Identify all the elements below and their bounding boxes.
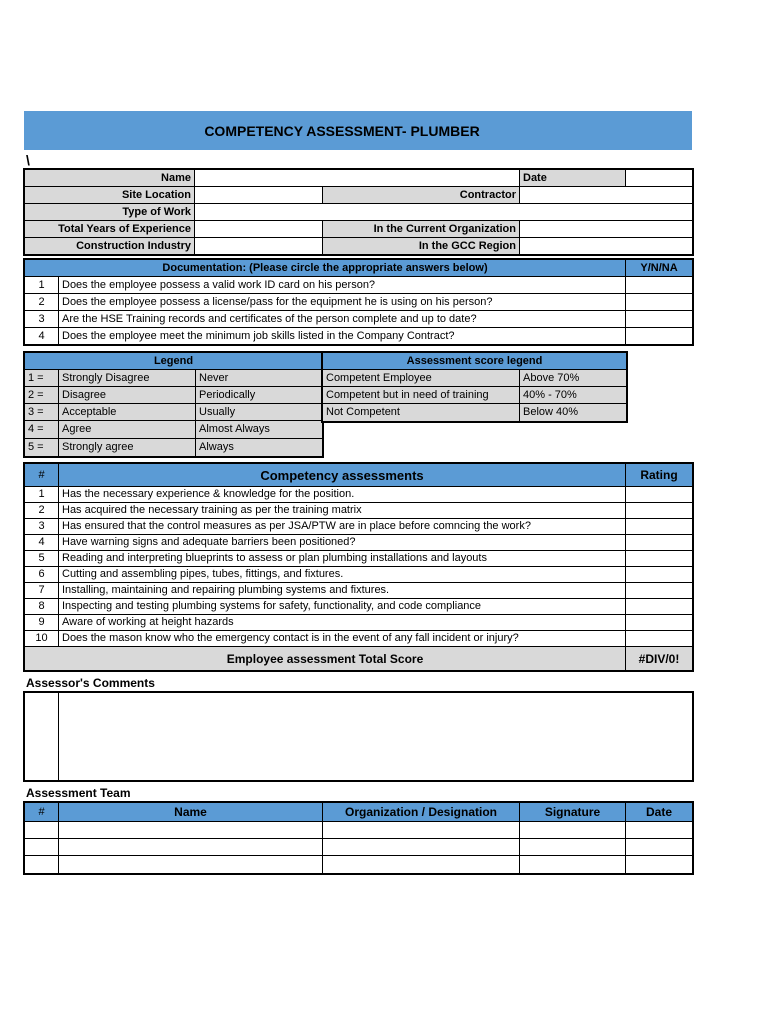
team-row — [25, 839, 693, 856]
rating-cell[interactable] — [626, 551, 693, 567]
legend-row: 1 = Strongly Disagree Never — [25, 370, 323, 387]
documentation-row: 1 Does the employee possess a valid work ID card on his person? — [25, 277, 693, 294]
answer-cell[interactable] — [626, 328, 693, 345]
team-org-header: Organization / Designation — [323, 803, 520, 822]
legend-table — [24, 352, 323, 457]
construction-field[interactable] — [195, 238, 323, 255]
legend-row: 2 = Disagree Periodically — [25, 387, 323, 404]
legend-row: 3 = Acceptable Usually — [25, 404, 323, 421]
contractor-field[interactable] — [520, 187, 693, 204]
legend-row: 4 = Agree Almost Always — [25, 421, 323, 439]
gcc-label: In the GCC Region — [323, 238, 520, 255]
site-location-field[interactable] — [195, 187, 323, 204]
total-score-value: #DIV/0! — [626, 647, 693, 671]
competency-row: 8 Inspecting and testing plumbing systems for safety, functionality, and code compliance — [25, 599, 693, 615]
name-field[interactable] — [195, 170, 520, 187]
answer-cell[interactable] — [626, 277, 693, 294]
team-signature-header: Signature — [520, 803, 626, 822]
competency-header: Competency assessments — [59, 464, 626, 487]
type-of-work-label: Type of Work — [25, 204, 195, 221]
current-org-label: In the Current Organization — [323, 221, 520, 238]
legend-row: 5 = Strongly agree Always — [25, 439, 323, 457]
documentation-row: 3 Are the HSE Training records and certificates of the person complete and up to date? — [25, 311, 693, 328]
rating-cell[interactable] — [626, 519, 693, 535]
rating-cell[interactable] — [626, 599, 693, 615]
competency-table — [24, 463, 693, 671]
construction-label: Construction Industry — [25, 238, 195, 255]
rating-cell[interactable] — [626, 631, 693, 647]
team-name-header: Name — [59, 803, 323, 822]
competency-row: 2 Has acquired the necessary training as per the training matrix — [25, 503, 693, 519]
rating-cell[interactable] — [626, 503, 693, 519]
competency-num-header: # — [25, 464, 59, 487]
total-score-label: Employee assessment Total Score — [25, 647, 626, 671]
competency-row: 1 Has the necessary experience & knowledge for the position. — [25, 487, 693, 503]
stray-marker: \ — [26, 152, 30, 168]
competency-row: 4 Have warning signs and adequate barriers been positioned? — [25, 535, 693, 551]
rating-cell[interactable] — [626, 535, 693, 551]
rating-cell[interactable] — [626, 567, 693, 583]
rating-cell[interactable] — [626, 487, 693, 503]
assessor-comments-label: Assessor's Comments — [26, 676, 155, 690]
score-legend-row: Competent Employee Above 70% — [323, 370, 627, 387]
documentation-row: 2 Does the employee possess a license/pass for the equipment he is using on his person? — [25, 294, 693, 311]
competency-row: 3 Has ensured that the control measures as per JSA/PTW are in place before comncing the work? — [25, 519, 693, 535]
competency-row: 5 Reading and interpreting blueprints to assess or plan plumbing installations and layouts — [25, 551, 693, 567]
comments-margin-cell — [25, 693, 59, 781]
contractor-label: Contractor — [323, 187, 520, 204]
assessment-team-label: Assessment Team — [26, 786, 131, 800]
competency-row: 6 Cutting and assembling pipes, tubes, fittings, and fixtures. — [25, 567, 693, 583]
team-num-header: # — [25, 803, 59, 822]
form-title-bar — [24, 111, 692, 150]
type-of-work-field[interactable] — [195, 204, 693, 221]
score-legend-row: Competent but in need of training 40% - 70% — [323, 387, 627, 404]
assessor-comments-box — [24, 692, 693, 781]
form-title: COMPETENCY ASSESSMENT- PLUMBER — [204, 122, 480, 139]
team-row — [25, 856, 693, 874]
total-years-label: Total Years of Experience — [25, 221, 195, 238]
rating-header: Rating — [626, 464, 693, 487]
documentation-header: Documentation: (Please circle the appropriate answers below) — [25, 260, 626, 277]
answer-header: Y/N/NA — [626, 260, 693, 277]
date-label: Date — [520, 170, 626, 187]
site-location-label: Site Location — [25, 187, 195, 204]
current-org-field[interactable] — [520, 221, 693, 238]
answer-cell[interactable] — [626, 294, 693, 311]
comments-input[interactable] — [59, 693, 693, 781]
score-legend-table — [322, 352, 627, 422]
team-row — [25, 822, 693, 839]
team-date-header: Date — [626, 803, 693, 822]
answer-cell[interactable] — [626, 311, 693, 328]
gcc-field[interactable] — [520, 238, 693, 255]
competency-row: 9 Aware of working at height hazards — [25, 615, 693, 631]
name-label: Name — [25, 170, 195, 187]
rating-cell[interactable] — [626, 615, 693, 631]
assessment-team-table — [24, 802, 693, 874]
score-legend-header: Assessment score legend — [323, 353, 627, 370]
score-legend-row: Not Competent Below 40% — [323, 404, 627, 422]
competency-row: 7 Installing, maintaining and repairing plumbing systems and fixtures. — [25, 583, 693, 599]
documentation-table — [24, 259, 693, 345]
date-field[interactable] — [626, 170, 693, 187]
competency-row: 10 Does the mason know who the emergency contact is in the event of any fall incident or injury? — [25, 631, 693, 647]
total-years-field[interactable] — [195, 221, 323, 238]
rating-cell[interactable] — [626, 583, 693, 599]
documentation-row: 4 Does the employee meet the minimum job skills listed in the Company Contract? — [25, 328, 693, 345]
info-table — [24, 169, 693, 255]
legend-header: Legend — [25, 353, 323, 370]
